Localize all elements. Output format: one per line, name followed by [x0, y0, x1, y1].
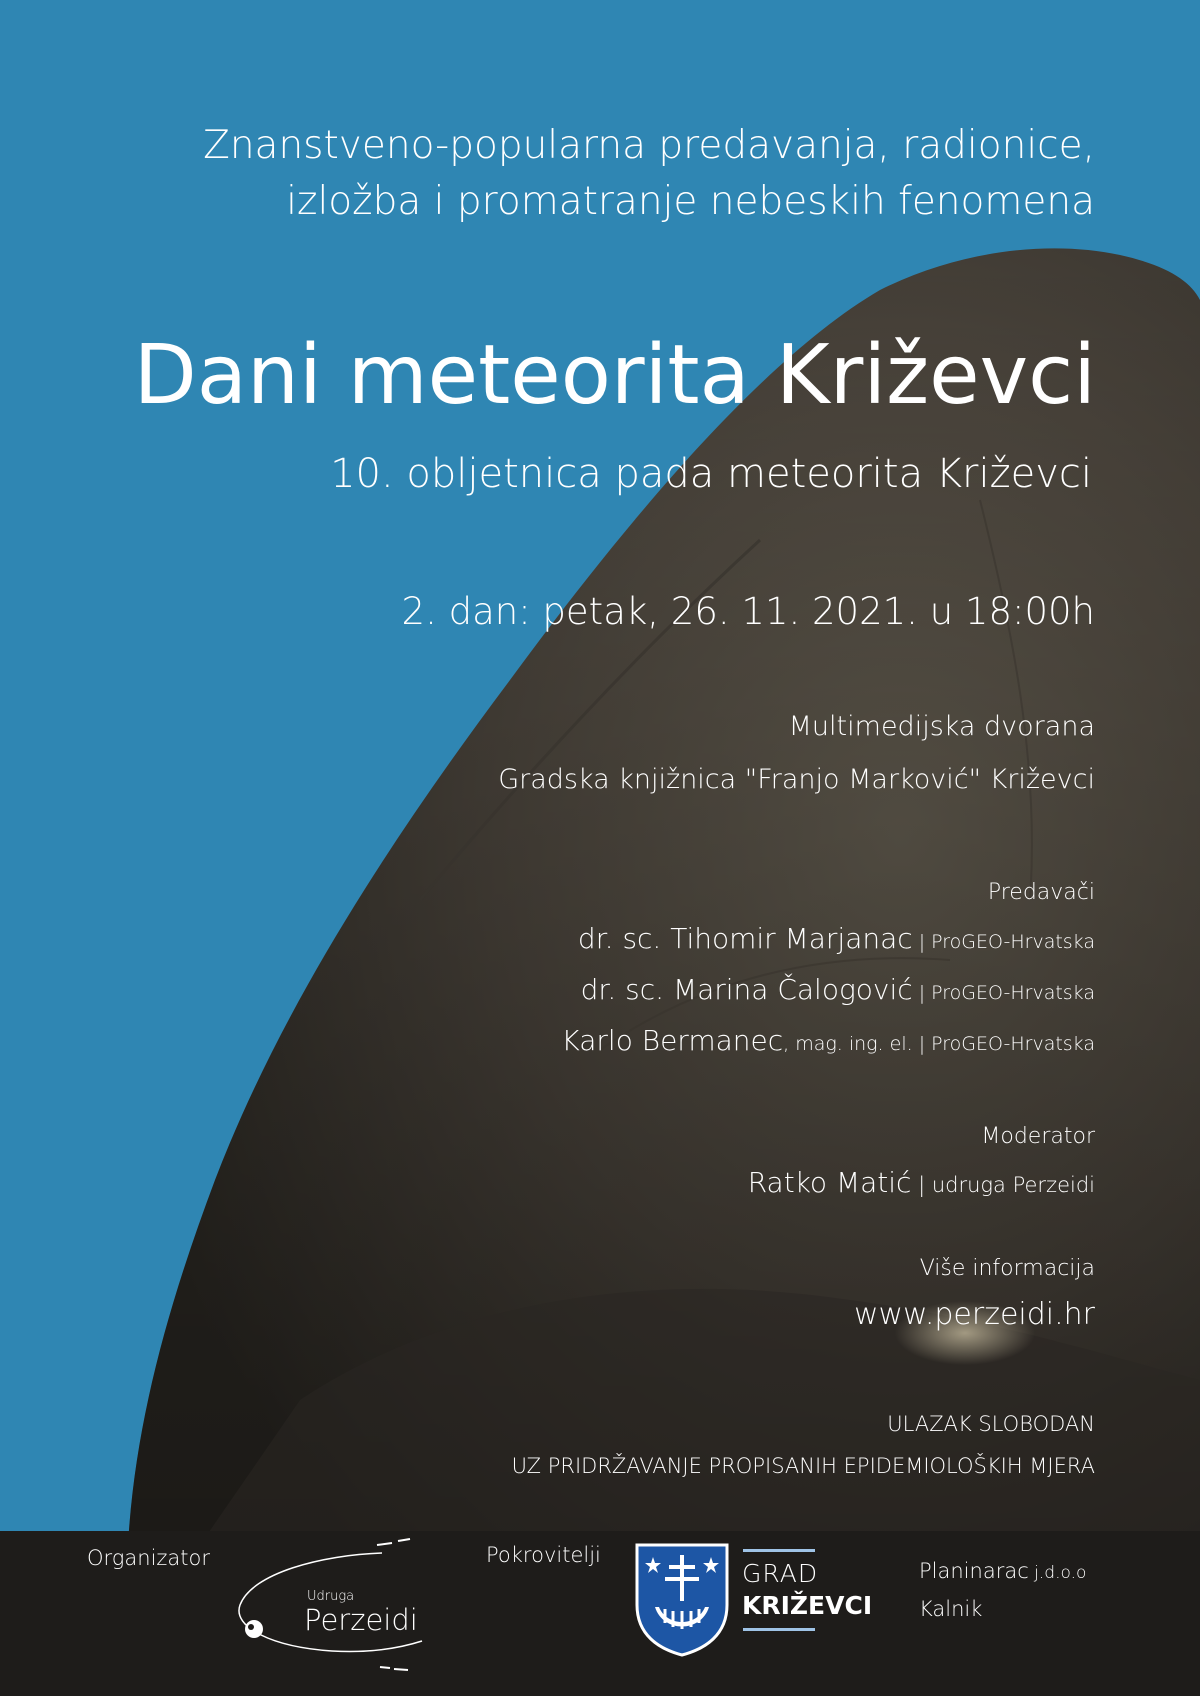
perzeidi-logo [232, 1535, 442, 1675]
organizer-label: Organizator [87, 1546, 211, 1570]
event-subtitle [203, 118, 1095, 230]
moderator-name: Ratko Matić [747, 1166, 912, 1199]
lecturer-title: , mag. ing. el. [783, 1033, 913, 1055]
company-name: Planinarac [919, 1559, 1029, 1583]
subtitle-line: izložba i promatranje nebeskih fenomena [286, 179, 1095, 224]
city-logo-line2: KRIŽEVCI [742, 1591, 873, 1620]
lecturer-row [561, 1021, 1095, 1064]
moderator-row [748, 1163, 1095, 1205]
lecturer-affiliation: | ProGEO-Hrvatska [912, 1033, 1095, 1055]
epidemiological-note: UZ PRIDRŽAVANJE PROPISANIH EPIDEMIOLOŠKIH MJERA [511, 1454, 1095, 1478]
lecturer-affiliation: | ProGEO-Hrvatska [912, 931, 1095, 953]
perzeidi-logo-small: Udruga [307, 1589, 355, 1604]
event-date: 2. dan: petak, 26. 11. 2021. u 18:00h [401, 590, 1095, 633]
event-title: Dani meteorita Križevci [133, 328, 1096, 423]
lecturer-row [578, 919, 1095, 962]
lecturer-affiliation: | ProGEO-Hrvatska [912, 982, 1095, 1004]
moderator-affiliation: | udruga Perzeidi [911, 1173, 1095, 1197]
moderator-label: Moderator [981, 1124, 1095, 1149]
krizevci-coat-of-arms-icon [635, 1543, 729, 1657]
venue-hall: Multimedijska dvorana [788, 711, 1095, 742]
city-logo-bar-bottom [743, 1628, 815, 1631]
company-name-row [919, 1557, 1086, 1587]
website-link[interactable]: www.perzeidi.hr [853, 1297, 1095, 1332]
city-logo-line1: GRAD [742, 1559, 819, 1588]
lecturers-label: Predavači [987, 880, 1095, 905]
lecturer-name: dr. sc. Marina Čalogović [580, 973, 913, 1006]
more-info-label: Više informacija [919, 1256, 1095, 1281]
city-logo-bar-top [743, 1549, 815, 1552]
anniversary-subtitle: 10. obljetnica pada meteorita Križevci [330, 451, 1092, 497]
subtitle-line: Znanstveno-popularna predavanja, radionice, [203, 123, 1095, 168]
lecturer-name: dr. sc. Tihomir Marjanac [577, 922, 913, 955]
venue-library: Gradska knjižnica "Franjo Marković" Križevci [498, 764, 1095, 795]
company-suffix: j.d.o.o [1028, 1563, 1087, 1583]
sponsors-label: Pokrovitelji [486, 1543, 601, 1567]
perzeidi-logo-name: Perzeidi [304, 1603, 418, 1637]
company-place: Kalnik [919, 1597, 983, 1621]
free-entry: ULAZAK SLOBODAN [887, 1412, 1095, 1436]
sponsor-footer [0, 1531, 1200, 1696]
lecturer-name: Karlo Bermanec [561, 1024, 784, 1057]
lecturer-row [581, 970, 1095, 1013]
